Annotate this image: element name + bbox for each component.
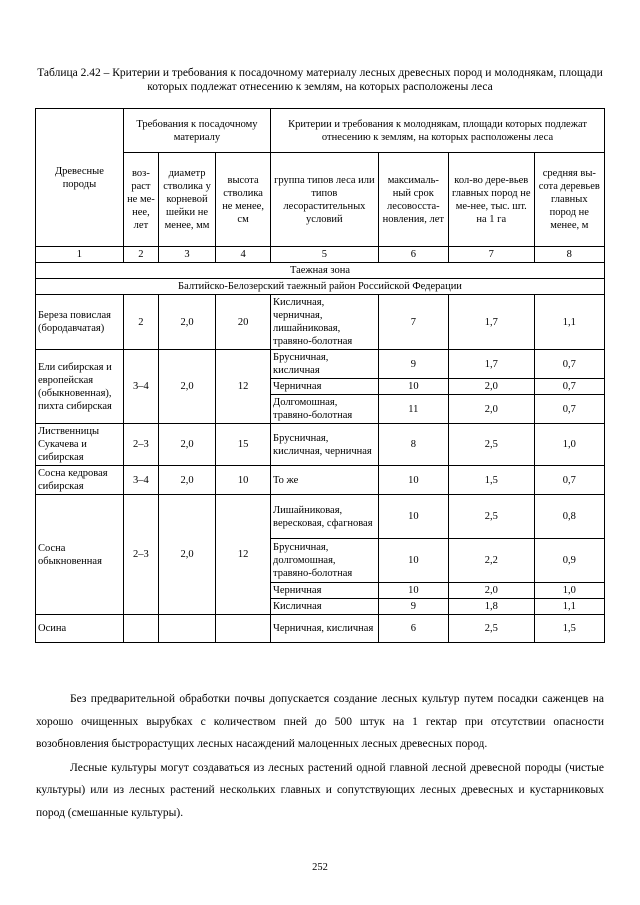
cell-forest-type: Долгомошная, травяно-болотная (271, 395, 379, 424)
col-number: 6 (378, 247, 448, 263)
cell-forest-type: Брусничная, кисличная, черничная (271, 424, 379, 466)
paragraph: Лесные культуры могут создаваться из лесных растений одной главной лесной древесной породы (чистые культуры) или из лесных растений нескольких главных и сопутствующих лесных древесных и кустарниковых пород (смешанные культуры). (36, 761, 604, 819)
cell-diameter: 2,0 (159, 350, 216, 424)
header-species: Древесные породы (36, 109, 124, 247)
cell-forest-type: Кисличная, черничная, лишайниковая, травяно-болотная (271, 295, 379, 350)
cell-tree-count: 2,2 (448, 539, 534, 583)
cell-age: 3–4 (123, 466, 158, 495)
cell-forest-type: То же (271, 466, 379, 495)
col-number: 3 (159, 247, 216, 263)
cell-tree-count: 1,7 (448, 295, 534, 350)
col-number: 1 (36, 247, 124, 263)
cell-forest-type: Брусничная, кисличная (271, 350, 379, 379)
cell-diameter: 2,0 (159, 295, 216, 350)
cell-tree-count: 2,5 (448, 424, 534, 466)
cell-avg-height: 0,7 (534, 350, 604, 379)
cell-species: Сосна кедровая сибирская (36, 466, 124, 495)
cell-avg-height: 1,5 (534, 615, 604, 643)
header-col-avg-height: средняя вы-сота деревьев главных пород не менее, м (534, 153, 604, 247)
cell-age: 2–3 (123, 424, 158, 466)
table-caption: Таблица 2.42 – Критерии и требования к посадочному материалу лесных древесных пород и молоднякам, площади которых подлежат отнесению к землям, на которых расположены леса (37, 67, 603, 93)
cell-diameter: 2,0 (159, 495, 216, 615)
cell-tree-count: 1,5 (448, 466, 534, 495)
cell-height: 10 (216, 466, 271, 495)
cell-tree-count: 2,0 (448, 395, 534, 424)
cell-height: 20 (216, 295, 271, 350)
cell-tree-count: 2,5 (448, 615, 534, 643)
cell-age: 3–4 (123, 350, 158, 424)
cell-height: 15 (216, 424, 271, 466)
cell-avg-height: 1,1 (534, 599, 604, 615)
cell-avg-height: 0,7 (534, 395, 604, 424)
cell-avg-height: 0,9 (534, 539, 604, 583)
cell-diameter: 2,0 (159, 424, 216, 466)
header-young-group: Критерии и требования к молоднякам, площади которых подлежат отнесению к землям, на которых расположены леса (271, 109, 605, 153)
cell-avg-height: 0,8 (534, 495, 604, 539)
header-planting-group: Требования к посадочному материалу (123, 109, 270, 153)
cell-diameter (159, 615, 216, 643)
paragraph: Без предварительной обработки почвы допускается создание лесных культур путем посадки саженцев на хорошо очищенных вырубках с количеством пней до 500 штук на 1 гектар при отсутствии опасности возобновления быстрорастущих лесных насаждений малоценных лесных древесных пород. (36, 693, 604, 750)
table-row (36, 466, 605, 495)
table-row (36, 495, 605, 539)
cell-species: Ели сибирская и европейская (обыкновенная), пихта сибирская (36, 350, 124, 424)
cell-species: Сосна обыкновенная (36, 495, 124, 615)
col-number: 8 (534, 247, 604, 263)
col-number: 2 (123, 247, 158, 263)
col-number: 5 (271, 247, 379, 263)
cell-tree-count: 2,0 (448, 583, 534, 599)
cell-forest-type: Кисличная (271, 599, 379, 615)
cell-max-term: 6 (378, 615, 448, 643)
cell-max-term: 9 (378, 350, 448, 379)
cell-tree-count: 1,8 (448, 599, 534, 615)
cell-species: Осина (36, 615, 124, 643)
cell-max-term: 8 (378, 424, 448, 466)
cell-species: Береза повислая (бородавчатая) (36, 295, 124, 350)
cell-max-term: 10 (378, 583, 448, 599)
cell-max-term: 10 (378, 539, 448, 583)
cell-forest-type: Черничная (271, 583, 379, 599)
cell-forest-type: Черничная (271, 379, 379, 395)
header-col-diameter: диаметр стволика у корневой шейки не менее, мм (159, 153, 216, 247)
cell-age (123, 615, 158, 643)
table-row (36, 615, 605, 643)
zone-title: Таежная зона (36, 263, 605, 279)
cell-forest-type: Черничная, кисличная (271, 615, 379, 643)
header-col-age: воз-раст не ме-нее, лет (123, 153, 158, 247)
cell-avg-height: 1,1 (534, 295, 604, 350)
cell-tree-count: 2,5 (448, 495, 534, 539)
cell-age: 2 (123, 295, 158, 350)
cell-max-term: 9 (378, 599, 448, 615)
header-col-height: высота стволика не менее, см (216, 153, 271, 247)
cell-age: 2–3 (123, 495, 158, 615)
cell-avg-height: 0,7 (534, 466, 604, 495)
cell-species: Лиственницы Сукачева и сибирская (36, 424, 124, 466)
col-number: 4 (216, 247, 271, 263)
cell-tree-count: 2,0 (448, 379, 534, 395)
page-number: 252 (312, 862, 328, 873)
cell-avg-height: 1,0 (534, 424, 604, 466)
cell-diameter: 2,0 (159, 466, 216, 495)
table-row (36, 424, 605, 466)
cell-avg-height: 1,0 (534, 583, 604, 599)
cell-height: 12 (216, 350, 271, 424)
cell-forest-type: Лишайниковая, вересковая, сфагновая (271, 495, 379, 539)
header-col-forest-type: группа типов леса или типов лесорастительных условий (271, 153, 379, 247)
cell-avg-height: 0,7 (534, 379, 604, 395)
cell-tree-count: 1,7 (448, 350, 534, 379)
cell-height: 12 (216, 495, 271, 615)
cell-max-term: 10 (378, 495, 448, 539)
col-number: 7 (448, 247, 534, 263)
region-title: Балтийско-Белозерский таежный район Российской Федерации (36, 279, 605, 295)
body-text (36, 688, 604, 824)
header-col-tree-count: кол-во дере-вьев главных пород не ме-нее, тыс. шт. на 1 га (448, 153, 534, 247)
table-row (36, 295, 605, 350)
header-col-max-term: максималь-ный срок лесовосста-новления, лет (378, 153, 448, 247)
cell-max-term: 10 (378, 466, 448, 495)
cell-max-term: 10 (378, 379, 448, 395)
criteria-table (35, 108, 605, 643)
cell-height (216, 615, 271, 643)
cell-forest-type: Брусничная, долгомошная, травяно-болотная (271, 539, 379, 583)
cell-max-term: 11 (378, 395, 448, 424)
table-row (36, 350, 605, 379)
cell-max-term: 7 (378, 295, 448, 350)
